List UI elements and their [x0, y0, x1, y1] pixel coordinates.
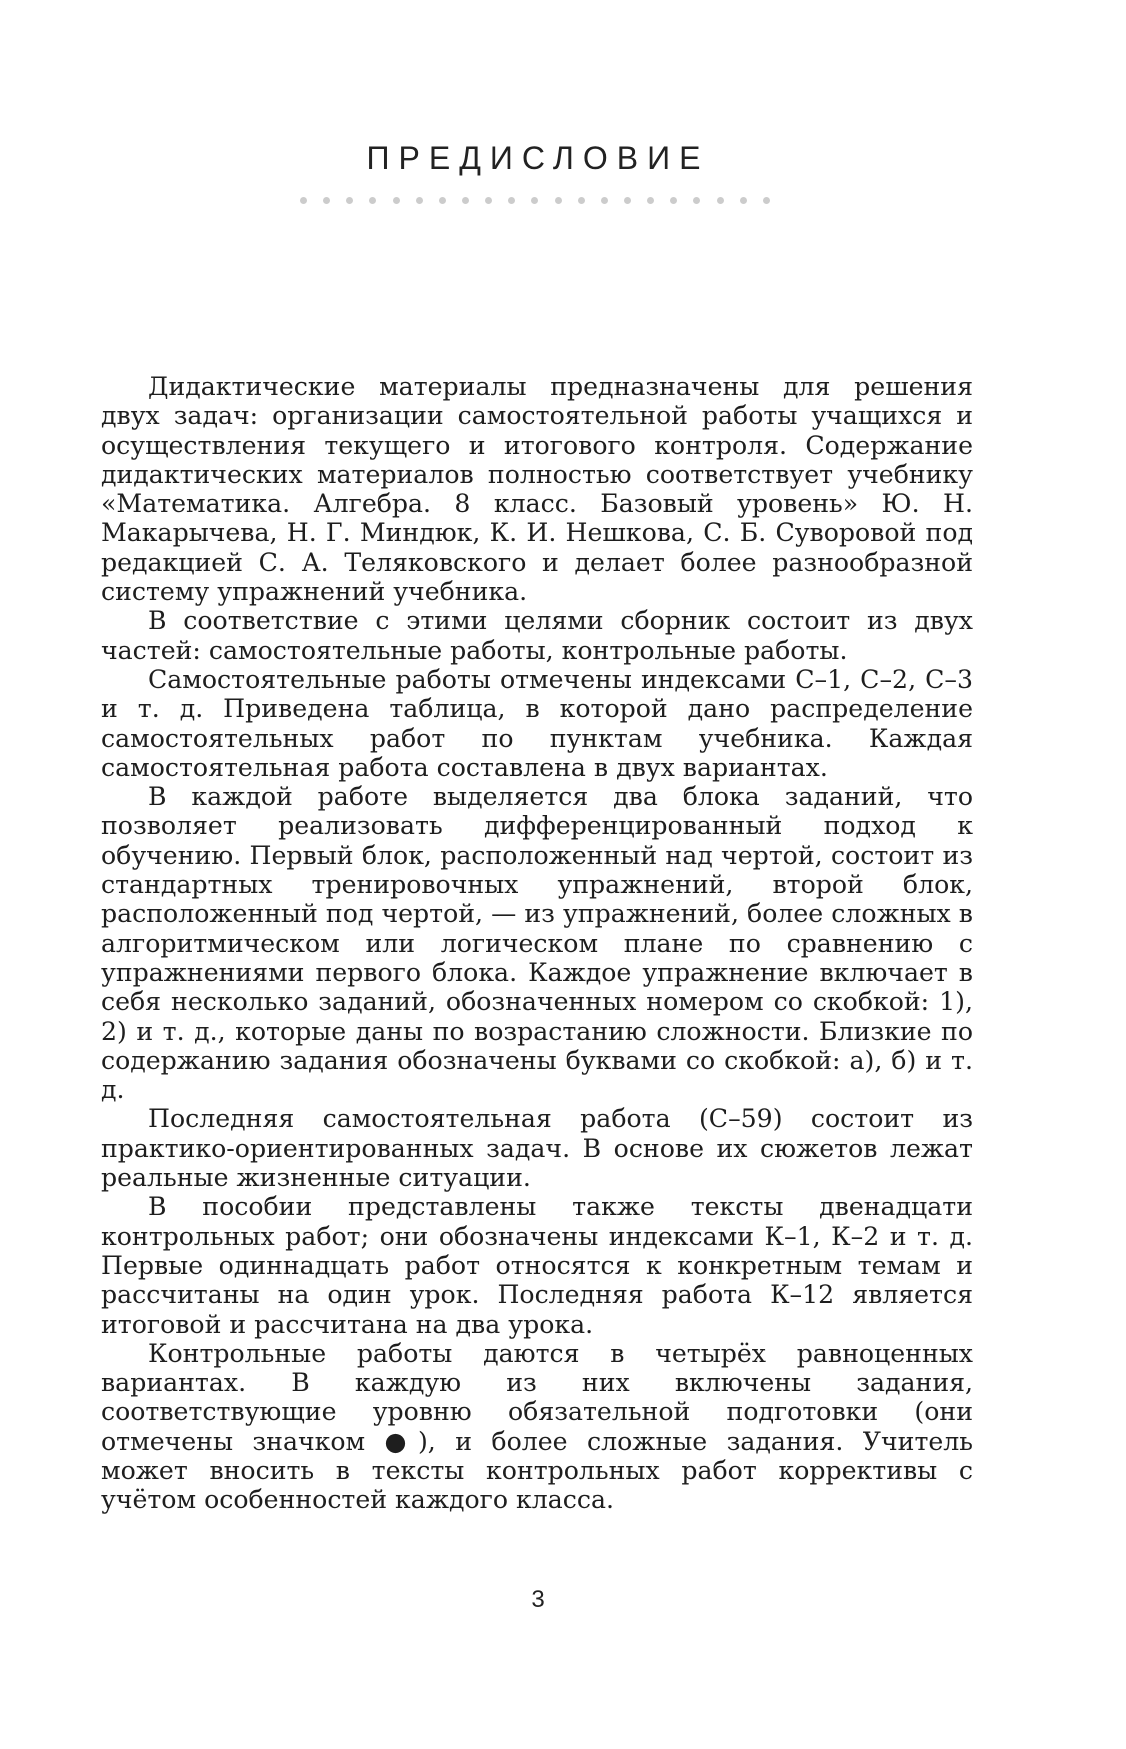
paragraph: Последняя самостоятельная работа (С–59) состоит из практико-ориентированных задач. В основе их сюжетов лежат реальные жизненные ситуации. [101, 1104, 973, 1193]
divider-dot [462, 197, 469, 204]
page-number: 3 [531, 1586, 545, 1613]
divider-dot [369, 197, 376, 204]
preface-body [101, 372, 973, 1515]
paragraph: В каждой работе выделяется два блока заданий, что позволяет реализовать дифференцированный подход к обучению. Первый блок, расположенный над чертой, состоит из стандартных тренировочных упражнений, второй блок, расположенный под чертой, — из упражнений, более сложных в алгоритмическом или логическом плане по сравнению с упражнениями первого блока. Каждое упражнение включает в себя несколько заданий, обозначенных номером со скобкой: 1), 2) и т. д., которые даны по возрастанию сложности. Близкие по содержанию задания обозначены буквами со скобкой: а), б) и т. д. [101, 782, 973, 1105]
divider-dot [323, 197, 330, 204]
divider-dot [508, 197, 515, 204]
title-dot-divider [300, 195, 770, 205]
divider-dot [346, 197, 353, 204]
paragraph: В соответствие с этими целями сборник состоит из двух частей: самостоятельные работы, контрольные работы. [101, 606, 973, 665]
divider-dot [740, 197, 747, 204]
divider-dot [624, 197, 631, 204]
divider-dot [555, 197, 562, 204]
divider-dot [670, 197, 677, 204]
divider-dot [416, 197, 423, 204]
divider-dot [578, 197, 585, 204]
divider-dot [647, 197, 654, 204]
divider-dot [300, 197, 307, 204]
paragraph: Самостоятельные работы отмечены индексами С–1, С–2, С–3 и т. д. Приведена таблица, в которой дано распределение самостоятельных работ по пунктам учебника. Каждая самостоятельная работа составлена в двух вариантах. [101, 664, 973, 782]
paragraph: Дидактические материалы предназначены для решения двух задач: организации самостоятельной работы учащихся и осуществления текущего и итогового контроля. Содержание дидактических материалов полностью соответствует учебнику «Математика. Алгебра. 8 класс. Базовый уровень» Ю. Н. Макарычева, Н. Г. Миндюк, К. И. Нешкова, С. Б. Суворовой под редакцией С. А. Теляковского и делает более разнообразной систему упражнений учебника. [101, 372, 973, 607]
divider-dot [601, 197, 608, 204]
divider-dot [531, 197, 538, 204]
paragraph: В пособии представлены также тексты двенадцати контрольных работ; они обозначены индексами К–1, К–2 и т. д. Первые одиннадцать работ относятся к конкретным темам и рассчитаны на один урок. Последняя работа К–12 является итоговой и рассчитана на два урока. [101, 1192, 973, 1339]
divider-dot [439, 197, 446, 204]
paragraph: Контрольные работы даются в четырёх равноценных вариантах. В каждую из них включены задания, соответствующие уровню обязательной подготовки (они отмечены значком ●), и более сложные задания. Учитель может вносить в тексты контрольных работ коррективы с учётом особенностей каждого класса. [101, 1338, 973, 1515]
divider-dot [763, 197, 770, 204]
divider-dot [393, 197, 400, 204]
divider-dot [485, 197, 492, 204]
divider-dot [717, 197, 724, 204]
page-title: ПРЕДИСЛОВИЕ [366, 140, 710, 176]
divider-dot [693, 197, 700, 204]
